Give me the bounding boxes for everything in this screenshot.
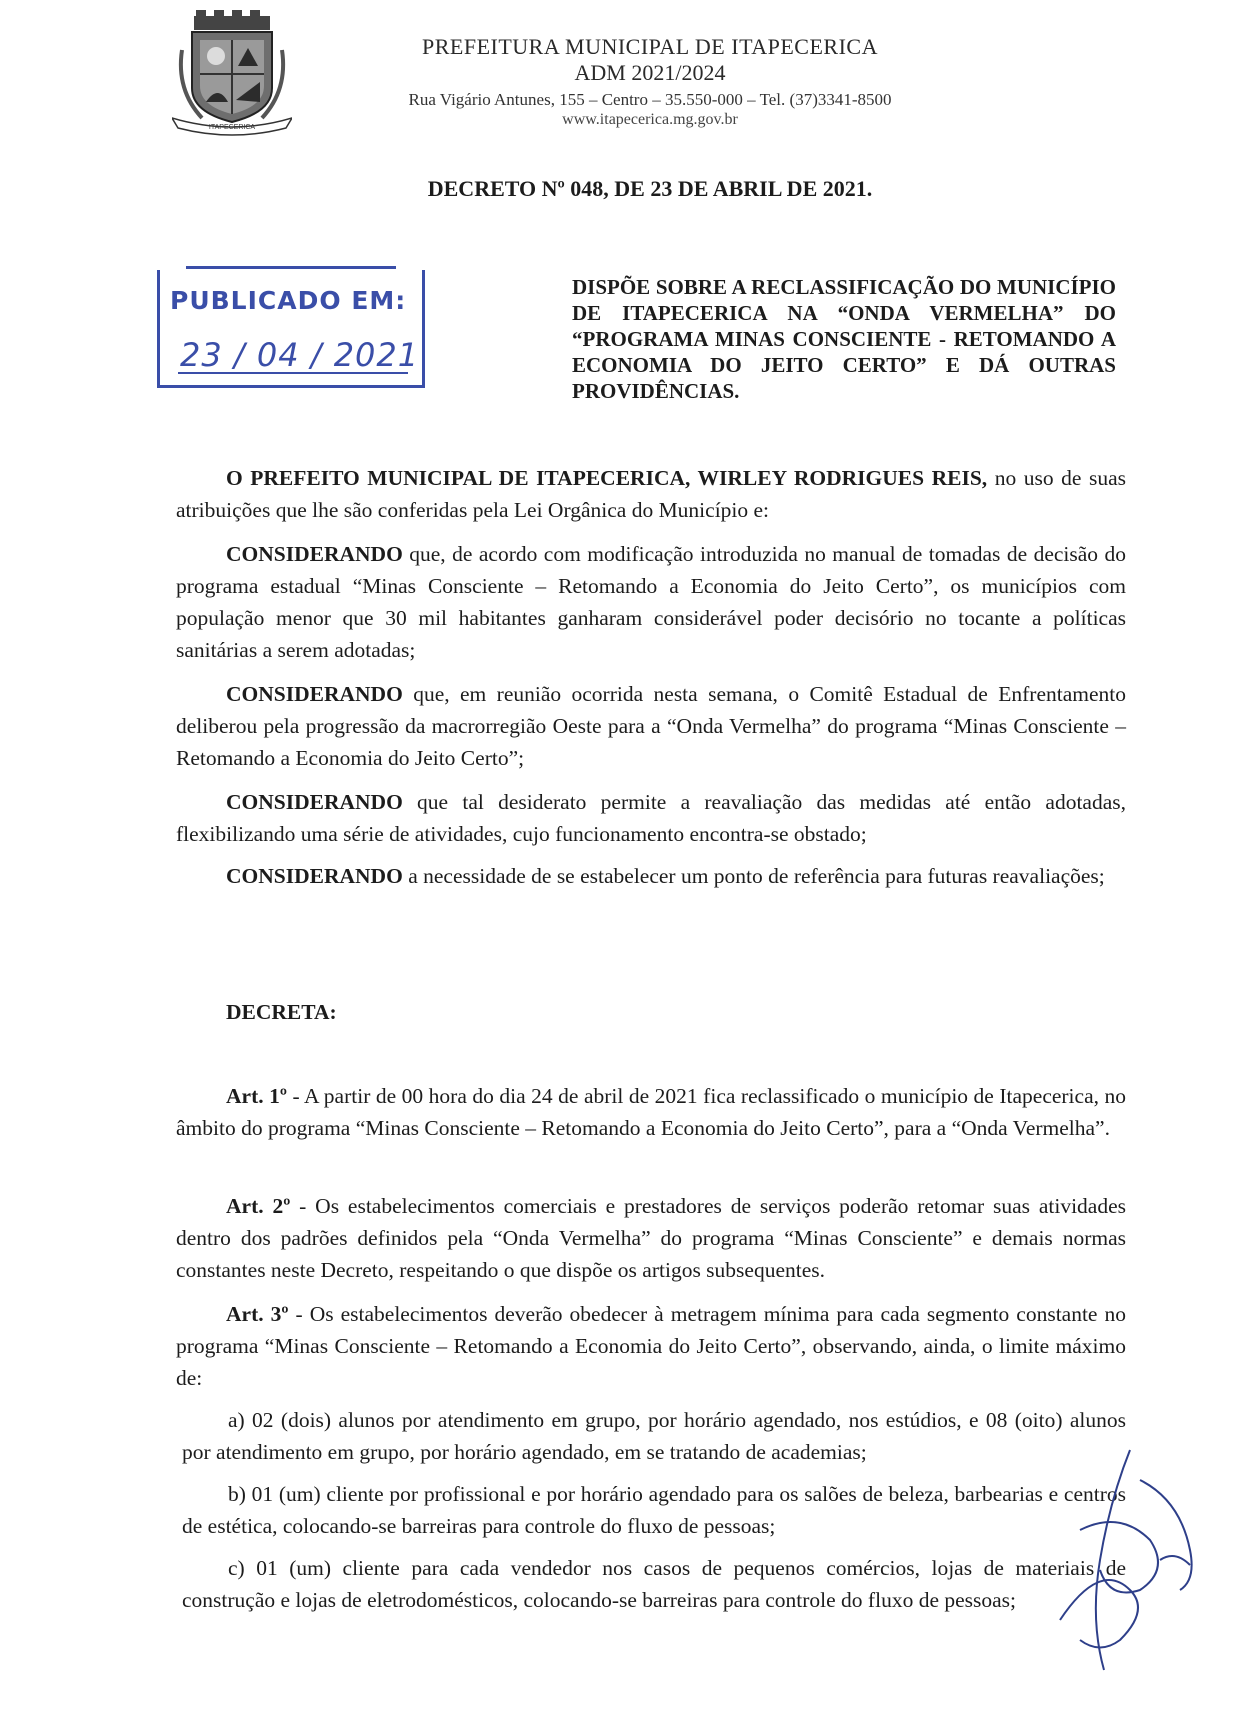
considerando-lead: CONSIDERANDO — [226, 542, 403, 566]
coat-ribbon-text: ITAPECERICA — [208, 124, 256, 131]
stamp-top-border — [186, 266, 396, 269]
article-1 — [176, 1080, 1126, 1144]
article-text: - Os estabelecimentos comerciais e prestadores de serviços poderão retomar suas atividades dentro dos padrões definidos pela “Onda Vermelha” do programa “Minas Consciente” e demais normas constantes neste Decreto, respeitando o que dispõe os artigos subsequentes. — [176, 1194, 1127, 1282]
letterhead-address: Rua Vigário Antunes, 155 – Centro – 35.550-000 – Tel. (37)3341-8500 — [408, 90, 892, 109]
letterhead-website: www.itapecerica.mg.gov.br — [562, 111, 738, 128]
article-2 — [176, 1190, 1126, 1286]
stamp-handwritten-date: 23 / 04 / 2021 — [180, 336, 420, 374]
considerando-lead: CONSIDERANDO — [226, 864, 403, 888]
decreta-heading: DECRETA: — [226, 1000, 337, 1024]
considerando-text: a necessidade de se estabelecer um ponto de referência para futuras reavaliações; — [402, 864, 1105, 888]
handwritten-signature — [1040, 1440, 1210, 1690]
article-number: Art. 2º — [226, 1194, 291, 1218]
considerando-lead: CONSIDERANDO — [226, 790, 403, 814]
municipal-coat-of-arms — [172, 10, 292, 136]
considerando-lead: CONSIDERANDO — [226, 682, 403, 706]
stamp-label: PUBLICADO EM: — [170, 286, 407, 315]
considerando-paragraph-4 — [176, 860, 1126, 892]
list-item-a: a) 02 (dois) alunos por atendimento em grupo, por horário agendado, nos estúdios, e 08 (oito) alunos por atendimento em grupo, por horário agendado, em se tratando de academias; — [182, 1408, 1126, 1464]
considerando-paragraph-2 — [176, 678, 1126, 774]
article-number: Art. 1º — [226, 1084, 287, 1108]
letterhead-administration: ADM 2021/2024 — [574, 60, 726, 85]
letterhead-title: PREFEITURA MUNICIPAL DE ITAPECERICA — [422, 34, 878, 59]
considerando-paragraph-1 — [176, 538, 1126, 666]
article-text: - Os estabelecimentos deverão obedecer à metragem mínima para cada segmento constante no programa “Minas Consciente – Retomando a Economia do Jeito Certo”, observando, ainda, o limite máximo de: — [176, 1302, 1126, 1390]
list-item-c: c) 01 (um) cliente para cada vendedor nos casos de pequenos comércios, lojas de materiais de construção e lojas de eletrodomésticos, colocando-se barreiras para controle do fluxo de pessoas; — [182, 1556, 1126, 1612]
stamp-date-underline — [178, 372, 408, 374]
list-item-b: b) 01 (um) cliente por profissional e por horário agendado para os salões de beleza, barbearias e centros de estética, colocando-se barreiras para controle do fluxo de pessoas; — [182, 1482, 1126, 1538]
decree-summary: DISPÕE SOBRE A RECLASSIFICAÇÃO DO MUNICÍPIO DE ITAPECERICA NA “ONDA VERMELHA” DO “PROGRAMA MINAS CONSCIENTE - RETOMANDO A ECONOMIA DO JEITO CERTO” E DÁ OUTRAS PROVIDÊNCIAS. — [572, 275, 1116, 403]
preamble-lead: O PREFEITO MUNICIPAL DE ITAPECERICA, WIRLEY RODRIGUES REIS, — [226, 466, 988, 490]
article-text: - A partir de 00 hora do dia 24 de abril de 2021 fica reclassificado o município de Itapecerica, no âmbito do programa “Minas Consciente – Retomando a Economia do Jeito Certo”, para a “Onda Vermelha”. — [176, 1084, 1127, 1140]
considerando-paragraph-3 — [176, 786, 1126, 850]
letterhead — [360, 34, 940, 130]
preamble-text: no uso de suas atribuições que lhe são conferidas pela Lei Orgânica do Município e: — [176, 466, 1126, 522]
considerando-text: que, em reunião ocorrida nesta semana, o Comitê Estadual de Enfrentamento deliberou pela progressão da macrorregião Oeste para a “Onda Vermelha” do programa “Minas Consciente – Retomando a Economia do Jeito Certo”; — [176, 682, 1126, 770]
article-3 — [176, 1298, 1126, 1394]
considerando-text: que, de acordo com modificação introduzida no manual de tomadas de decisão do programa estadual “Minas Consciente – Retomando a Economia do Jeito Certo”, os municípios com população menor que 30 mil habitantes ganharam considerável poder decisório no tocante a políticas sanitárias a serem adotadas; — [176, 542, 1126, 662]
preamble-paragraph — [176, 462, 1126, 526]
considerando-text: que tal desiderato permite a reavaliação das medidas até então adotadas, flexibilizando uma série de atividades, cujo funcionamento encontra-se obstado; — [176, 790, 1126, 846]
article-number: Art. 3º — [226, 1302, 289, 1326]
decree-title: DECRETO Nº 048, DE 23 DE ABRIL DE 2021. — [427, 176, 873, 201]
